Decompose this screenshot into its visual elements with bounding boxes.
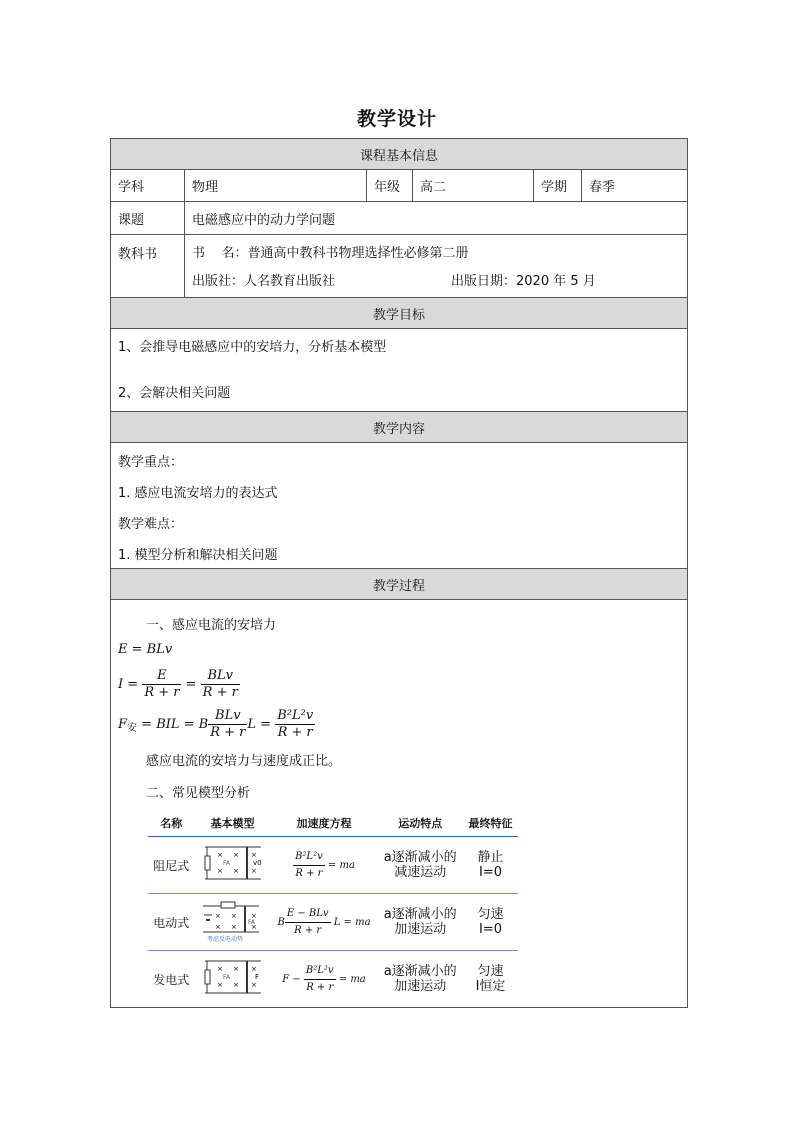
force-label: FA — [222, 860, 230, 867]
numerator: E − BLv — [285, 906, 331, 923]
damping-model-figure — [195, 837, 271, 894]
final-line: I=0 — [479, 922, 502, 937]
svg-text:×: × — [232, 867, 239, 875]
difficulty-item: 1. 模型分析和解决相关问题 — [118, 548, 278, 563]
fraction — [285, 906, 331, 939]
denominator: R + r — [294, 924, 322, 936]
fraction — [142, 668, 181, 701]
goal-item: 2、会解决相关问题 — [118, 386, 231, 401]
svg-text:×: × — [216, 981, 223, 989]
numerator: BLv — [208, 708, 247, 725]
fraction — [304, 963, 336, 996]
subject-label: 学科 — [111, 170, 185, 202]
svg-text:×: × — [214, 912, 221, 920]
final-line: 匀速 — [477, 907, 504, 922]
force-label: FA — [222, 974, 230, 981]
final-feature — [463, 894, 518, 951]
numerator: B²L²v — [277, 708, 314, 723]
equation-current: I = $\frac{E}{R + r}$ = $\frac{\text{BLv}}{R + r}$ — [118, 668, 238, 700]
force-label: FA — [247, 919, 255, 926]
eq-prefix: F − — [282, 973, 301, 985]
motion-line: a逐渐减小的 — [383, 964, 457, 979]
equation-force — [118, 708, 680, 750]
models-header: 加速度方程 — [271, 810, 378, 837]
eq-force-symbol: F — [118, 717, 128, 732]
section-process: 教学过程 — [111, 569, 688, 600]
section-goals: 教学目标 — [111, 298, 688, 329]
generator-model-figure — [195, 951, 271, 1008]
motion-line: 加速运动 — [394, 979, 447, 994]
numerator: B²L²v — [304, 963, 336, 980]
term-value: 春季 — [582, 170, 688, 202]
conclusion: 感应电流的安培力与速度成正比。 — [146, 754, 342, 769]
difficulty-label: 教学难点： — [118, 517, 184, 532]
denominator: R + r — [202, 685, 238, 700]
final-feature — [463, 951, 518, 1008]
term-label: 学期 — [534, 170, 582, 202]
eq-force-L: L = — [247, 717, 272, 732]
numerator: B²L²v — [293, 849, 325, 866]
motion-line: 减速运动 — [394, 865, 447, 880]
model-name: 电动式 — [148, 894, 195, 951]
motion-feature — [377, 894, 463, 951]
fraction — [201, 668, 240, 701]
fraction — [293, 849, 325, 882]
svg-text:×: × — [230, 912, 237, 920]
section-content: 教学内容 — [111, 412, 688, 443]
applied-force-label: F — [254, 973, 259, 981]
model-row — [148, 837, 518, 894]
process-heading-1: 一、感应电流的安培力 — [146, 618, 277, 633]
publish-date: 出版日期：2020 年 5 月 — [451, 274, 596, 289]
models-header: 最终特征 — [463, 810, 518, 837]
model-equation — [271, 951, 378, 1008]
svg-text:×: × — [232, 851, 239, 859]
svg-text:×: × — [250, 981, 257, 989]
svg-text:×: × — [216, 965, 223, 973]
denominator: R + r — [306, 981, 334, 993]
publisher-row — [192, 268, 680, 296]
model-equation — [271, 894, 378, 951]
fraction — [208, 708, 247, 741]
svg-text:×: × — [250, 965, 257, 973]
model-equation — [271, 837, 378, 894]
topic-label: 课题 — [111, 202, 185, 235]
svg-text:×: × — [230, 923, 237, 931]
rail-diagram-icon — [201, 898, 265, 942]
denominator: R + r — [210, 725, 246, 740]
figure-note: 考虑反电动势 — [206, 936, 243, 942]
svg-text:×: × — [250, 923, 257, 931]
textbook-info — [185, 235, 688, 298]
model-name: 阻尼式 — [148, 837, 195, 894]
svg-text:×: × — [216, 867, 223, 875]
model-row — [148, 894, 518, 951]
goals-cell — [111, 329, 688, 412]
goal-item: 1、会推导电磁感应中的安培力，分析基本模型 — [118, 340, 387, 355]
rail-diagram-icon — [203, 843, 263, 883]
svg-text:×: × — [232, 981, 239, 989]
denominator: R + r — [277, 725, 313, 740]
final-line: I=0 — [479, 865, 502, 880]
svg-text:×: × — [216, 851, 223, 859]
numerator: BLv — [201, 668, 240, 685]
eq-suffix: = ma — [338, 973, 366, 985]
grade-value: 高二 — [413, 170, 534, 202]
publisher: 出版社：人名教育出版社 — [192, 274, 336, 289]
eq-suffix: L = ma — [333, 916, 371, 928]
final-line: 匀速 — [477, 964, 504, 979]
motion-line: 加速运动 — [394, 922, 447, 937]
models-header: 名称 — [148, 810, 195, 837]
eq-current-lhs: I = — [118, 677, 139, 692]
fraction — [275, 708, 315, 741]
process-cell — [111, 600, 688, 1008]
velocity-label: v0 — [252, 859, 262, 867]
motion-feature — [377, 951, 463, 1008]
section-basic-info: 课程基本信息 — [111, 139, 688, 170]
svg-text:×: × — [232, 965, 239, 973]
models-header: 运动特点 — [377, 810, 463, 837]
denominator: R + r — [295, 867, 323, 879]
content-cell — [111, 443, 688, 569]
eq-force-subscript: 安 — [127, 723, 138, 734]
rail-diagram-icon — [203, 957, 263, 997]
model-row — [148, 951, 518, 1008]
motor-model-figure — [195, 894, 271, 951]
motion-line: a逐渐减小的 — [383, 907, 457, 922]
final-line: I恒定 — [475, 979, 506, 994]
motion-feature — [377, 837, 463, 894]
book-name: 书 名：普通高中教科书物理选择性必修第二册 — [192, 246, 469, 261]
final-feature — [463, 837, 518, 894]
models-table — [148, 810, 518, 1007]
denominator: R + r — [144, 685, 180, 700]
svg-text:×: × — [250, 912, 257, 920]
grade-label: 年级 — [367, 170, 413, 202]
textbook-label: 教科书 — [111, 235, 185, 298]
key-item: 1. 感应电流安培力的表达式 — [118, 486, 278, 501]
lesson-table — [110, 138, 688, 1008]
key-label: 教学重点： — [118, 455, 184, 470]
process-heading-2: 二、常见模型分析 — [146, 786, 251, 801]
numerator: E — [142, 668, 181, 685]
model-name: 发电式 — [153, 972, 190, 987]
document-title: 教学设计 — [356, 108, 437, 130]
svg-text:×: × — [250, 851, 257, 859]
models-header: 基本模型 — [195, 810, 271, 837]
subject-value: 物理 — [185, 170, 367, 202]
eq-suffix: = ma — [327, 859, 355, 871]
eq-force-mid: = BIL = B — [141, 717, 209, 732]
svg-text:×: × — [250, 867, 257, 875]
eq-prefix: B — [277, 916, 285, 928]
topic-value: 电磁感应中的动力学问题 — [185, 202, 688, 235]
equation-emf: E = BLv — [118, 642, 173, 657]
motion-line: a逐渐减小的 — [383, 850, 457, 865]
svg-text:×: × — [214, 923, 221, 931]
final-line: 静止 — [477, 850, 504, 865]
